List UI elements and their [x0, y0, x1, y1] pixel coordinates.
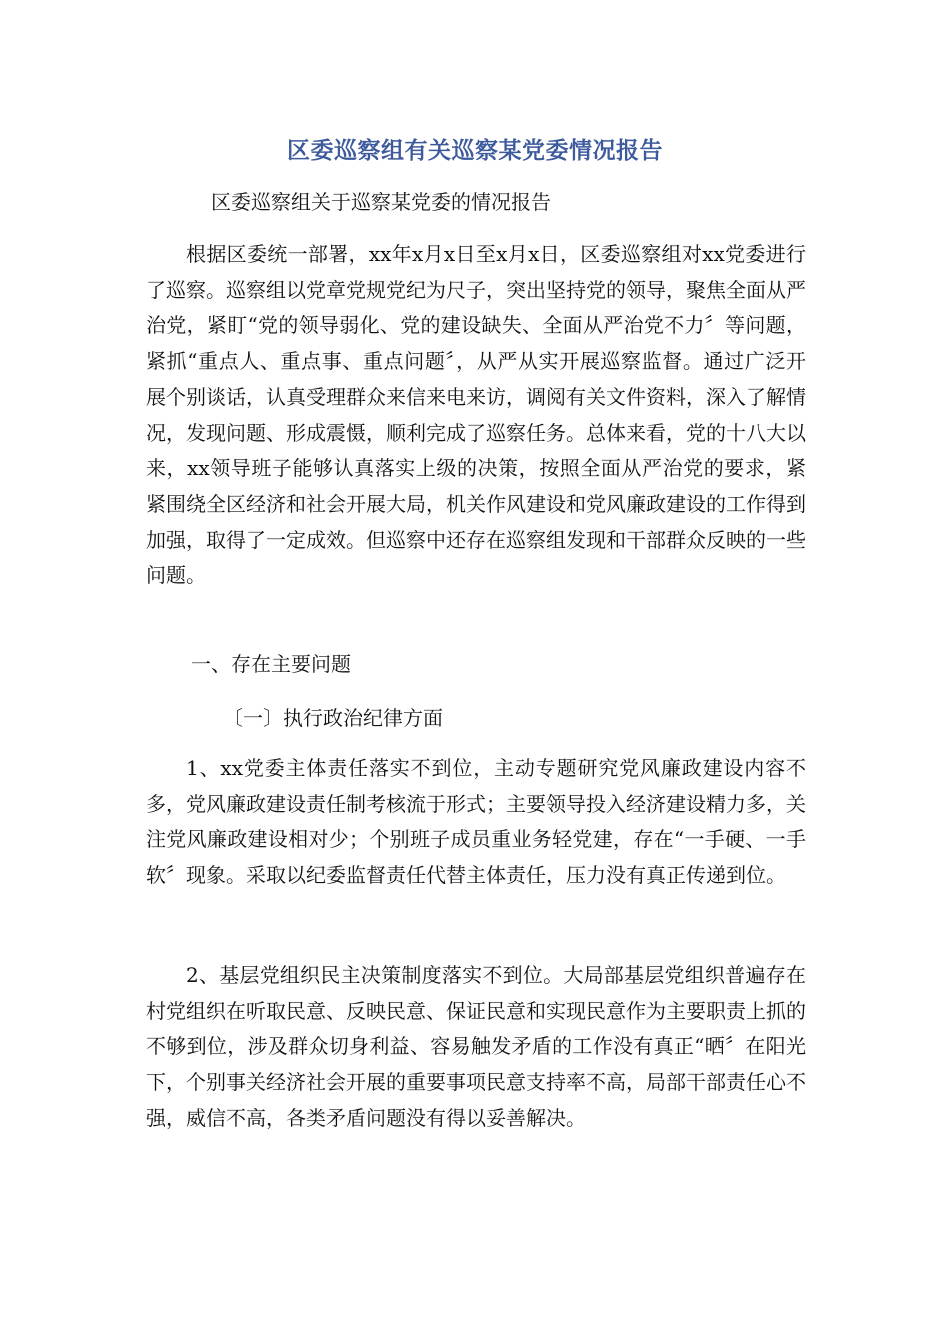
- section-heading-1: 一、存在主要问题: [191, 652, 351, 676]
- intro-paragraph: 根据区委统一部署，xx年x月x日至x月x日，区委巡察组对xx党委进行了巡察。巡察组以党章党规党纪为尺子，突出坚持党的领导，聚焦全面从严治党，紧盯“党的领导弱化、党的建设缺失、全面从严治党不力〞等问题，紧抓“重点人、重点事、重点问题〞，从严从实开展巡察监督。通过广泛开展个别谈话，认真受理群众来信来电来访，调阅有关文件资料，深入了解情况，发现问题、形成震慑，顺利完成了巡察任务。总体来看，党的十八大以来，xx领导班子能够认真落实上级的决策，按照全面从严治党的要求，紧紧围绕全区经济和社会开展大局，机关作风建设和党风廉政建设的工作得到加强，取得了一定成效。但巡察中还存在巡察组发现和干部群众反映的一些问题。: [146, 242, 806, 588]
- document-subtitle: 区委巡察组关于巡察某党委的情况报告: [211, 190, 551, 214]
- subsection-heading-1: 〔一〕执行政治纪律方面: [223, 706, 443, 730]
- document-title: 区委巡察组有关巡察某党委情况报告: [287, 138, 663, 164]
- item-paragraph-1: 1、xx党委主体责任落实不到位，主动专题研究党风廉政建设内容不多，党风廉政建设责任制考核流于形式；主要领导投入经济建设精力多，关注党风廉政建设相对少；个别班子成员重业务轻党建，存在“一手硬、一手软〞现象。采取以纪委监督责任代替主体责任，压力没有真正传递到位。: [146, 756, 806, 888]
- item-paragraph-2: 2、基层党组织民主决策制度落实不到位。大局部基层党组织普遍存在村党组织在听取民意、反映民意、保证民意和实现民意作为主要职责上抓的不够到位，涉及群众切身利益、容易触发矛盾的工作没有真正“晒〞在阳光下，个别事关经济社会开展的重要事项民意支持率不高，局部干部责任心不强，威信不高，各类矛盾问题没有得以妥善解决。: [146, 963, 806, 1130]
